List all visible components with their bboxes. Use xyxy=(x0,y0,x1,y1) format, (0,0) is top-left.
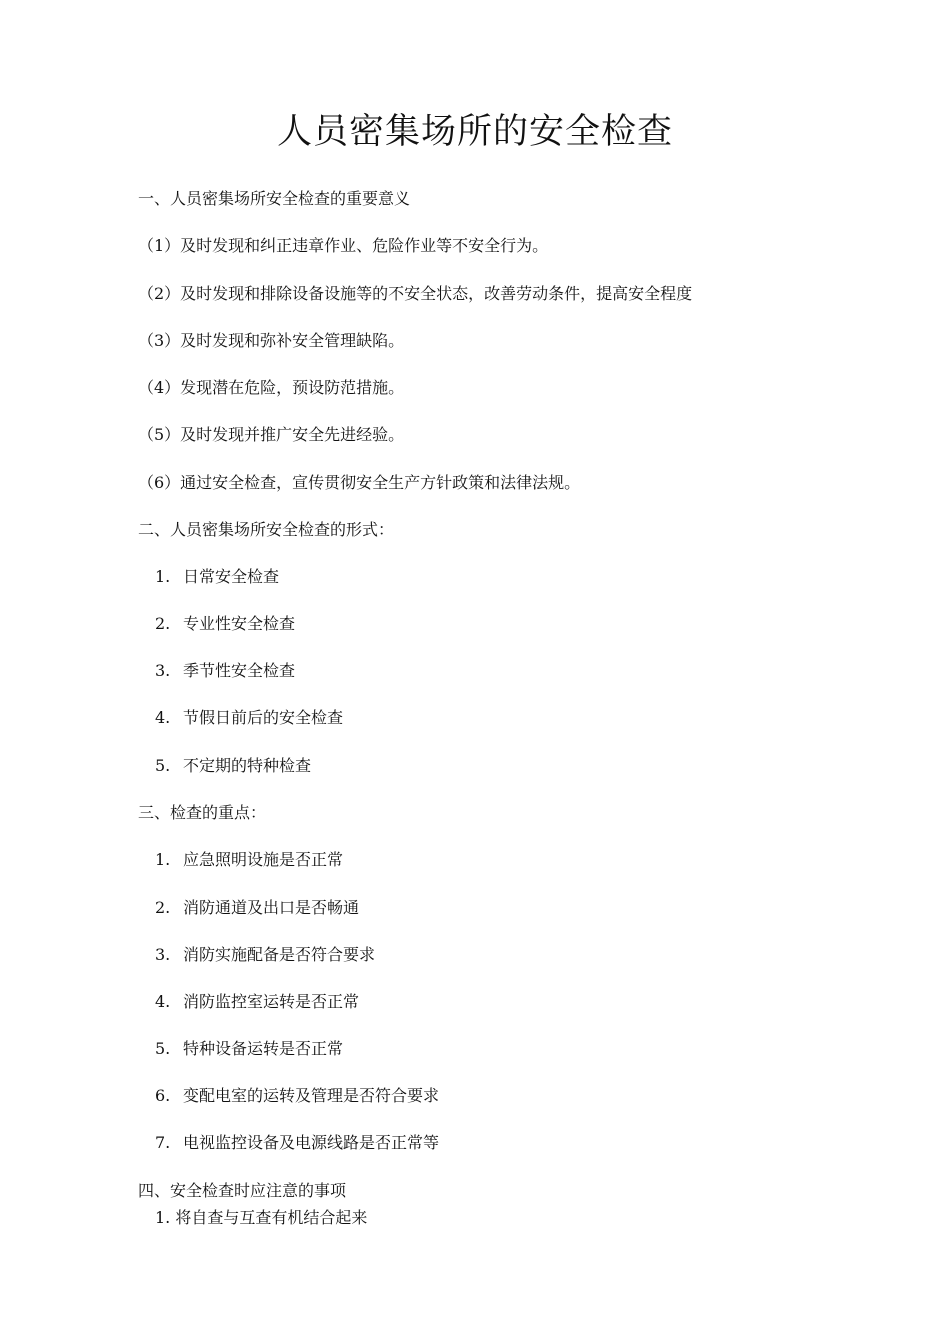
list-number: 1. xyxy=(155,567,171,586)
list-item-text: 电视监控设备及电源线路是否正常等 xyxy=(183,1133,440,1152)
list-number: 4. xyxy=(155,992,171,1011)
list-number: 5. xyxy=(155,756,171,775)
section-2-item xyxy=(155,566,279,588)
list-number: 7. xyxy=(155,1133,171,1152)
section-1-heading: 一、人员密集场所安全检查的重要意义 xyxy=(138,189,411,208)
list-item-text: 特种设备运转是否正常 xyxy=(183,1039,344,1058)
section-2-item xyxy=(155,613,295,635)
list-number: 6. xyxy=(155,1086,171,1105)
section-3-item xyxy=(155,991,359,1013)
list-item-text: 应急照明设施是否正常 xyxy=(183,850,344,869)
section-2-item xyxy=(155,707,343,729)
section-1-item: （2）及时发现和排除设备设施等的不安全状态，改善劳动条件，提高安全程度 xyxy=(138,284,693,303)
section-2-item xyxy=(155,660,295,682)
section-3-item xyxy=(155,1132,439,1154)
list-item-text: 日常安全检查 xyxy=(183,567,280,586)
section-1-item: （5）及时发现并推广安全先进经验。 xyxy=(138,425,405,444)
section-2-item xyxy=(155,755,311,777)
section-3-item xyxy=(155,1038,343,1060)
section-3-item xyxy=(155,849,343,871)
list-item-text: 变配电室的运转及管理是否符合要求 xyxy=(183,1086,440,1105)
section-3-item xyxy=(155,897,359,919)
document-title: 人员密集场所的安全检查 xyxy=(276,112,673,152)
list-item-text: 消防通道及出口是否畅通 xyxy=(183,898,360,917)
list-number: 1. xyxy=(155,850,171,869)
section-3-item xyxy=(155,1085,439,1107)
list-number: 4. xyxy=(155,708,171,727)
list-item-text: 不定期的特种检查 xyxy=(183,756,312,775)
list-item-text: 消防监控室运转是否正常 xyxy=(183,992,360,1011)
section-4-heading: 四、安全检查时应注意的事项 xyxy=(138,1181,347,1200)
section-2-heading: 二、人员密集场所安全检查的形式： xyxy=(138,520,395,539)
section-4-item: 1. 将自查与互查有机结合起来 xyxy=(155,1208,368,1227)
list-item-text: 专业性安全检查 xyxy=(183,614,296,633)
list-item-text: 季节性安全检查 xyxy=(183,661,296,680)
list-number: 2. xyxy=(155,898,171,917)
section-1-item: （3）及时发现和弥补安全管理缺陷。 xyxy=(138,331,405,350)
list-number: 5. xyxy=(155,1039,171,1058)
section-3-heading: 三、检查的重点： xyxy=(138,803,267,822)
list-item-text: 消防实施配备是否符合要求 xyxy=(183,945,376,964)
section-1-item: （6）通过安全检查，宣传贯彻安全生产方针政策和法律法规。 xyxy=(138,473,581,492)
list-item-text: 节假日前后的安全检查 xyxy=(183,708,344,727)
list-number: 2. xyxy=(155,614,171,633)
section-3-item xyxy=(155,944,375,966)
section-1-item: （4）发现潜在危险，预设防范措施。 xyxy=(138,378,405,397)
list-number: 3. xyxy=(155,661,171,680)
section-1-item: （1）及时发现和纠正违章作业、危险作业等不安全行为。 xyxy=(138,236,549,255)
list-number: 3. xyxy=(155,945,171,964)
